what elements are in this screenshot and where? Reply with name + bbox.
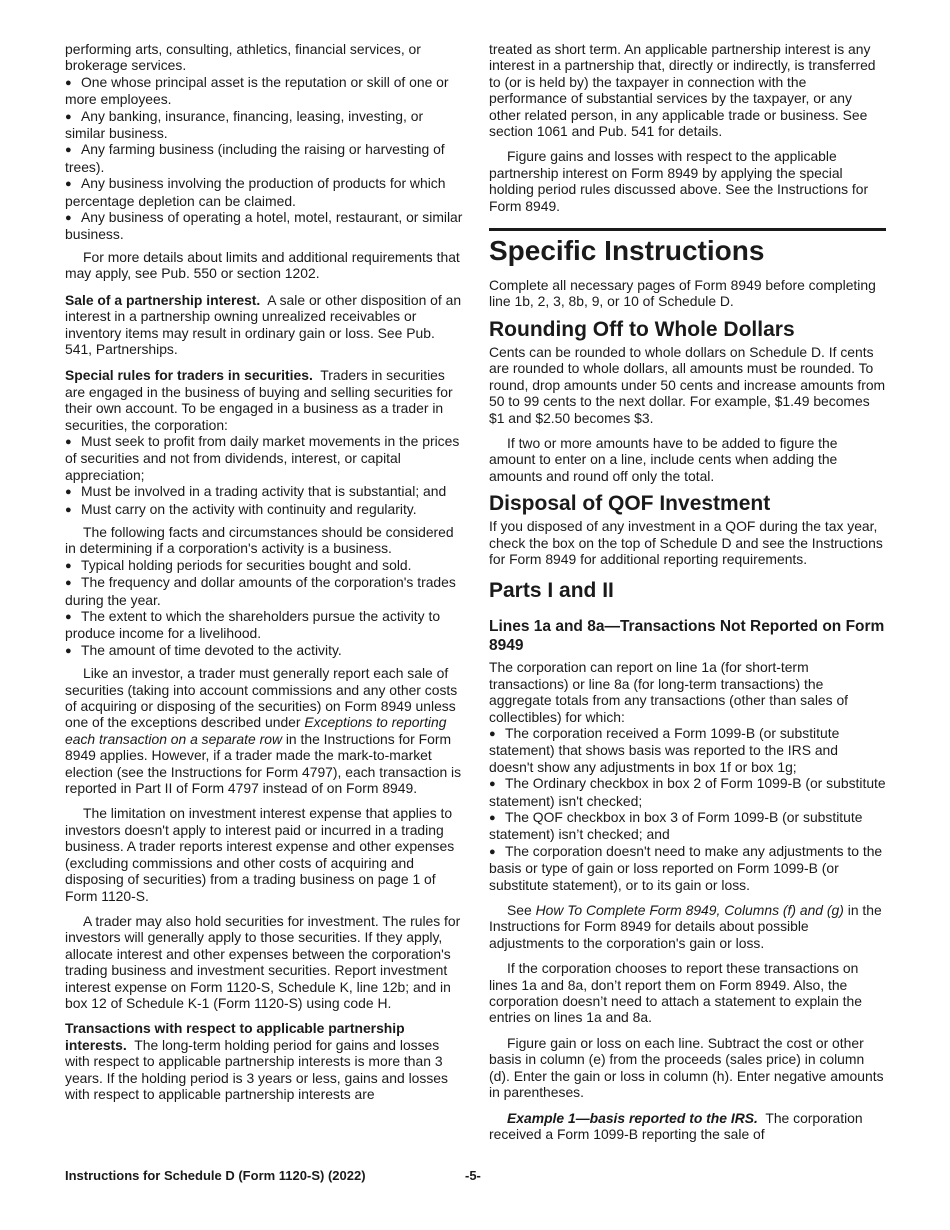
- example-paragraph: Example 1—basis reported to the IRS. The corporation received a Form 1099-B reporting the sale of: [489, 1109, 863, 1142]
- facts-text: The following facts and circumstances should be considered in determining if a corporation's activity is a business.: [65, 523, 454, 557]
- figure-gain-paragraph: Figure gain or loss on each line. Subtract the cost or other basis in column (e) from the proceeds (sales price) in column (d). Enter the gain or loss in column (h). Enter negative amounts in parentheses.: [489, 1034, 884, 1101]
- figure-gains-paragraph: Figure gains and losses with respect to the applicable partnership interest on Form 8949 by applying the special holding period rules discussed above. See the Instructions for Form 8949.: [489, 148, 869, 214]
- hold-paragraph: A trader may also hold securities for investment. The rules for investors will generally apply to those securities. If they apply, allocate interest and other expenses between the corporation's trading business and investment securities. Report investment interest expense on Form 1120-S, Schedule K, line 12b; and in box 12 of Schedule K-1 (Form 1120-S) using code H.: [65, 912, 461, 1011]
- specific-instructions-text: Complete all necessary pages of Form 8949 before completing line 1b, 2, 3, 8b, 9, or 10 of Schedule D.: [489, 277, 876, 310]
- list-item: ● Any banking, insurance, financing, leasing, investing, or similar business.: [65, 107, 424, 142]
- list-item: ● Any business involving the production of products for which percentage depletion can be claimed.: [65, 175, 446, 209]
- rounding-heading: Rounding Off to Whole Dollars: [489, 317, 795, 341]
- list-item: ● Typical holding periods for securities bought and sold.: [65, 556, 412, 573]
- list-item: ● The corporation doesn't need to make any adjustments to the basis or type of gain or loss reported on Form 1099-B (or substitute statement), or to its gain or loss.: [489, 842, 883, 893]
- traders-paragraph: Special rules for traders in securities. Traders in securities are engaged in the business of buying and selling securities for their own account. To be engaged in a business as a trader in securities, the corporation:: [65, 367, 453, 433]
- list-item: ● Any farming business (including the raising or harvesting of trees).: [65, 141, 445, 175]
- qof-text: If you disposed of any investment in a QOF during the tax year, check the box on the top of Schedule D and see the Instructions for Form 8949 for additional reporting requirements.: [489, 518, 883, 567]
- api-paragraph: Transactions with respect to applicable partnership interests. The long-term holding period for gains and losses with respect to applicable partnership interests is more than 3 years. If the holding period is 3 years or less, gains and losses with respect to applicable partnership interests are: [65, 1020, 448, 1102]
- list-item: ● The frequency and dollar amounts of the corporation's trades during the year.: [65, 574, 456, 608]
- rounding-total-text: If two or more amounts have to be added to figure the amount to enter on a line, include cents when adding the amounts and round off only the total.: [489, 434, 838, 484]
- list-item: ● The extent to which the shareholders pursue the activity to produce income for a livelihood.: [65, 608, 441, 642]
- list-item: ● Must carry on the activity with continuity and regularity.: [65, 500, 417, 517]
- more-details-text: For more details about limits and additional requirements that may apply, see Pub. 550 or section 1202.: [65, 248, 460, 282]
- limitation-paragraph: The limitation on investment interest expense that applies to investors doesn't apply to interest paid or incurred in a trading business. A trader reports interest expense and other expenses (excluding commissions and other costs of acquiring and disposing of securities) from a trading business on page 1 of Form 1120-S.: [65, 805, 455, 904]
- qof-heading: Disposal of QOF Investment: [489, 492, 771, 516]
- lines-text: The corporation can report on line 1a (for short-term transactions) or line 8a (for long-term transactions) the aggregate totals from any transactions (other than sales of collectibles) for which:: [489, 659, 849, 725]
- specific-instructions-heading: Specific Instructions: [489, 235, 765, 267]
- page-number: -5-: [465, 1168, 481, 1183]
- right-continued-text: treated as short term. An applicable partnership interest is any interest in a partnership that, directly or indirectly, is transferred to (or is held by) the taxpayer in connection with the performance of substantial services by the taxpayer, or any other related person, in any applicable trade or business. See section 1061 and Pub. 541 for details.: [489, 41, 876, 140]
- page-footer: [65, 1168, 886, 1186]
- right-column: [489, 41, 886, 1142]
- partnership-heading: Sale of a partnership interest.: [65, 291, 261, 308]
- list-item: ● Must be involved in a trading activity that is substantial; and: [65, 483, 447, 500]
- list-item: ● The corporation received a Form 1099-B (or substitute statement) that shows basis was reported to the IRS and doesn't show any adjustments in box 1f or box 1g;: [489, 724, 840, 775]
- parts-heading: Parts I and II: [489, 579, 614, 603]
- list-item: ● The Ordinary checkbox in box 2 of Form 1099-B (or substitute statement) isn't checked;: [489, 775, 886, 809]
- chooses-paragraph: If the corporation chooses to report these transactions on lines 1a and 8a, don’t report them on Form 8949. Also, the corporation doesn’t need to attach a statement to explain the entries on lines 1a and 8a.: [489, 960, 862, 1026]
- list-item: ● The amount of time devoted to the activity.: [65, 641, 342, 658]
- list-item: ● Must seek to profit from daily market movements in the prices of securities and not from dividends, interest, or capital appreciation;: [65, 432, 460, 483]
- left-continued-text: performing arts, consulting, athletics, financial services, or brokerage services.: [65, 41, 421, 74]
- example-heading: Example 1—basis reported to the IRS.: [507, 1109, 758, 1126]
- list-item: ● Any business of operating a hotel, motel, restaurant, or similar business.: [65, 209, 463, 243]
- list-item: ● One whose principal asset is the reputation or skill of one or more employees.: [65, 73, 449, 108]
- list-item: ● The QOF checkbox in box 3 of Form 1099-B (or substitute statement) isn’t checked; and: [489, 809, 863, 843]
- api-heading: Transactions with respect to applicable partnership interests.: [65, 1020, 405, 1053]
- rounding-text: Cents can be rounded to whole dollars on Schedule D. If cents are rounded to whole dollars, all amounts must be rounded. To round, drop amounts under 50 cents and increase amounts from 50 to 99 cents to the next dollar. For example, $1.49 becomes $1 and $2.50 becomes $3.: [489, 343, 886, 426]
- lines-heading: Lines 1a and 8a—Transactions Not Reported on Form 8949: [489, 618, 885, 655]
- see-paragraph: See How To Complete Form 8949, Columns (f) and (g) in the Instructions for Form 8949 for details about possible adjustments to the corporation's gain or loss.: [489, 902, 882, 951]
- footer-title: Instructions for Schedule D (Form 1120-S) (2022): [65, 1168, 366, 1183]
- traders-heading: Special rules for traders in securities.: [65, 367, 313, 384]
- left-column: [65, 41, 463, 1102]
- partnership-paragraph: Sale of a partnership interest. A sale or other disposition of an interest in a partnership owning unrealized receivables or inventory items may result in ordinary gain or loss. See Pub. 541, Partnerships.: [65, 291, 462, 357]
- section-divider: [489, 228, 886, 231]
- investor-paragraph: Like an investor, a trader must generally report each sale of securities (taking into account commissions and any other costs of acquiring or disposing of the securities) on Form 8949 unless one of the exceptions described under Exceptions to reporting each transaction on a separate row in the Instructions for Form 8949 applies. However, if a trader made the mark-to-market election (see the Instructions for Form 4797), each transaction is reported in Part II of Form 4797 instead of on Form 8949.: [65, 665, 462, 797]
